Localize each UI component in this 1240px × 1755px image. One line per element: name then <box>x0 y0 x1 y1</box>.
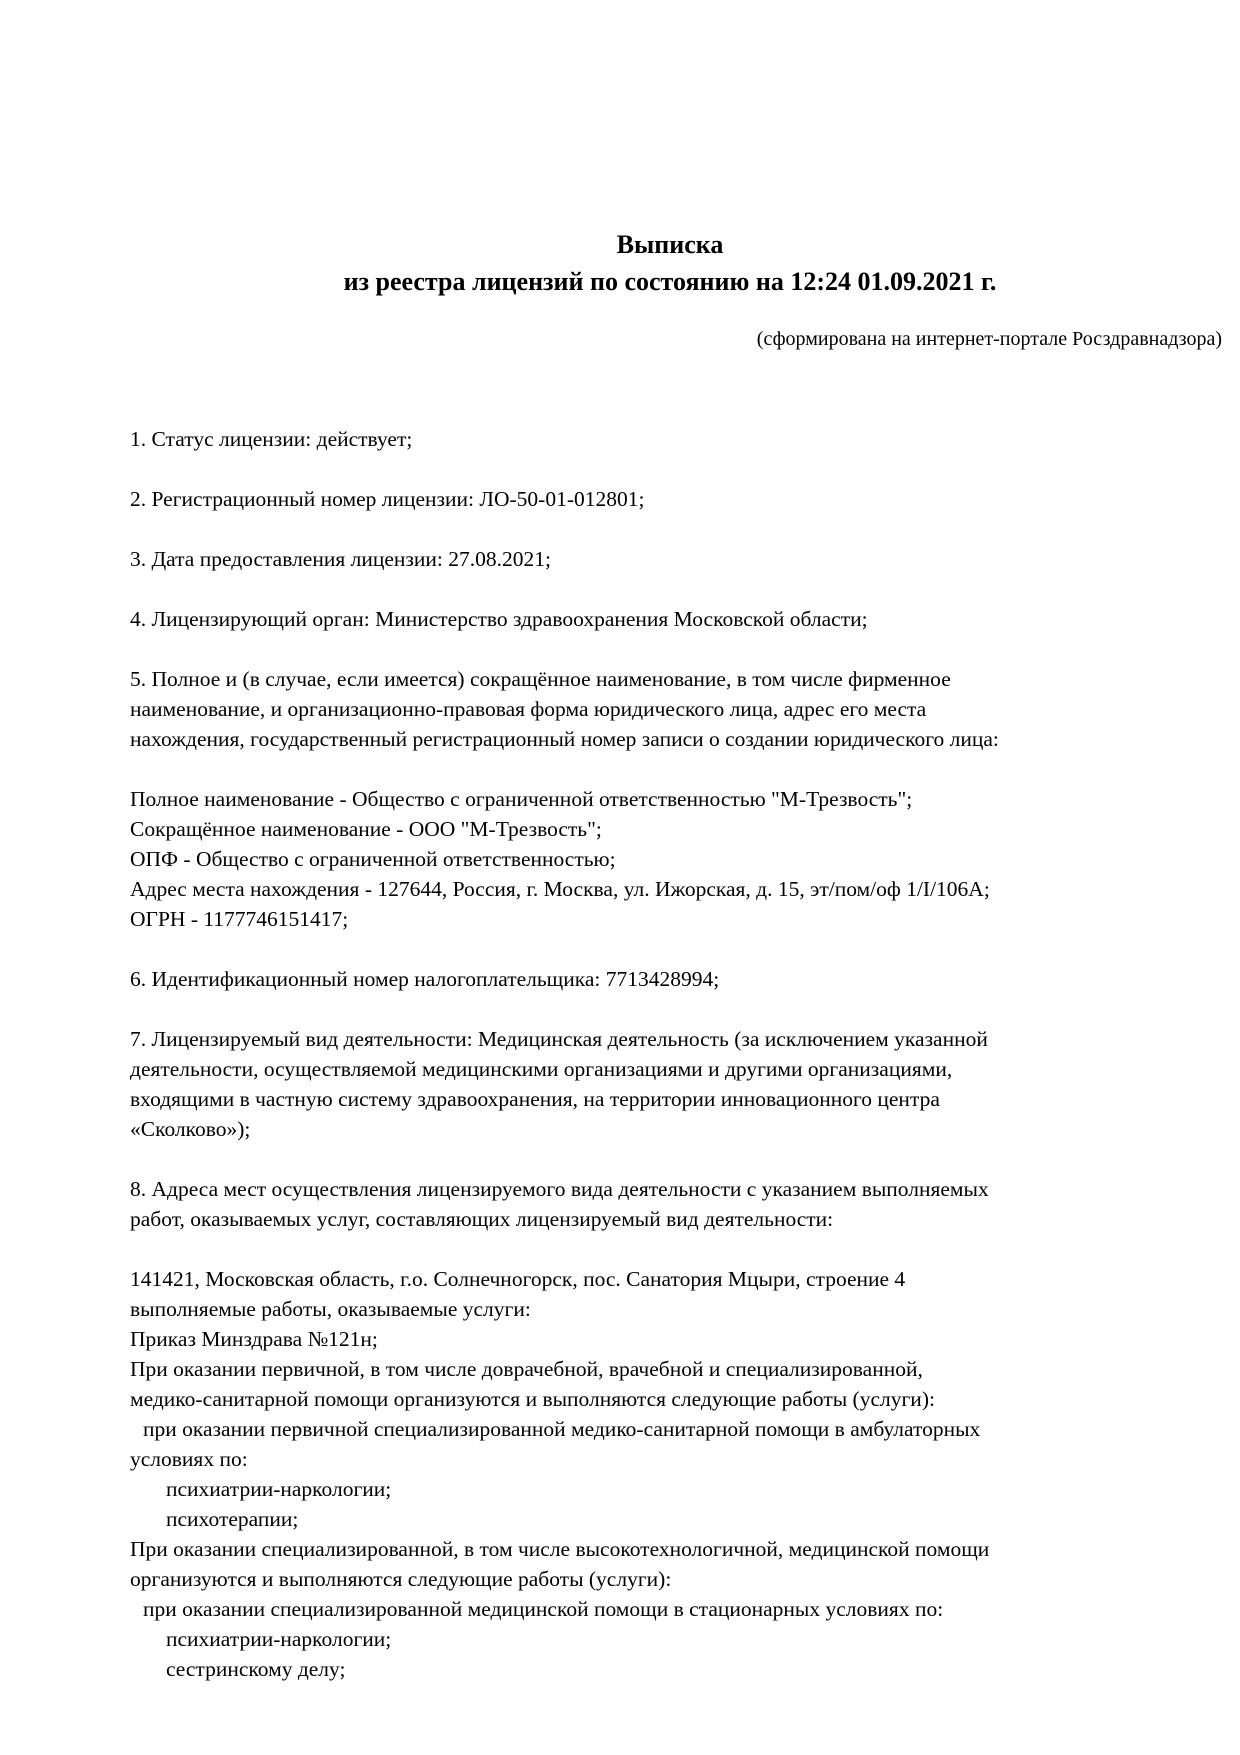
paragraph <box>130 664 1222 754</box>
document-subtitle: (сформирована на интернет-портале Росздравнадзора) <box>756 328 1222 350</box>
text-line: Полное наименование - Общество с ограниченной ответственностью "М-Трезвость"; <box>130 787 913 811</box>
text-line: 8. Адреса мест осуществления лицензируемого вида деятельности с указанием выполняемых <box>130 1177 989 1201</box>
text-line: Сокращённое наименование - ООО "М-Трезвость"; <box>130 817 602 841</box>
text-line: сестринскому делу; <box>166 1657 346 1681</box>
title-line-2: из реестра лицензий по состоянию на 12:24 01.09.2021 г. <box>343 267 997 296</box>
paragraph <box>130 1174 1222 1234</box>
text-line: ОПФ - Общество с ограниченной ответственностью; <box>130 847 616 871</box>
text-line: психиатрии-наркологии; <box>166 1627 392 1651</box>
text-line: 1. Статус лицензии: действует; <box>130 427 413 451</box>
text-line: при оказании специализированной медицинской помощи в стационарных условиях по: <box>143 1597 944 1621</box>
text-line: работ, оказываемых услуг, составляющих лицензируемый вид деятельности: <box>130 1207 834 1231</box>
text-line: медико-санитарной помощи организуются и выполняются следующие работы (услуги): <box>130 1387 935 1411</box>
text-line: организуются и выполняются следующие работы (услуги): <box>130 1567 672 1591</box>
text-line: 7. Лицензируемый вид деятельности: Медицинская деятельность (за исключением указанной <box>130 1027 988 1051</box>
text-line: 141421, Московская область, г.о. Солнечногорск, пос. Санатория Мцыри, строение 4 <box>130 1267 906 1291</box>
text-line: условиях по: <box>130 1447 248 1471</box>
paragraph <box>130 1024 1222 1144</box>
text-line: 4. Лицензирующий орган: Министерство здравоохранения Московской области; <box>130 607 868 631</box>
text-line: психотерапии; <box>166 1507 299 1531</box>
text-line: «Сколково»); <box>130 1117 251 1141</box>
text-line: При оказании первичной, в том числе доврачебной, врачебной и специализированной, <box>130 1357 923 1381</box>
text-line: входящими в частную систему здравоохранения, на территории инновационного центра <box>130 1087 940 1111</box>
text-line: При оказании специализированной, в том числе высокотехнологичной, медицинской помощи <box>130 1537 990 1561</box>
document-title <box>130 226 1210 300</box>
text-line: Приказ Минздрава №121н; <box>130 1327 378 1351</box>
document-body <box>130 424 1222 1684</box>
paragraph <box>130 544 1222 574</box>
paragraph <box>130 484 1222 514</box>
text-line: психиатрии-наркологии; <box>166 1477 392 1501</box>
text-line: 6. Идентификационный номер налогоплательщика: 7713428994; <box>130 967 720 991</box>
text-line: ОГРН - 1177746151417; <box>130 907 349 931</box>
text-line: 2. Регистрационный номер лицензии: ЛО-50-01-012801; <box>130 487 645 511</box>
text-line: деятельности, осуществляемой медицинскими организациями и другими организациями, <box>130 1057 953 1081</box>
paragraph <box>130 784 1222 934</box>
text-line: при оказании первичной специализированной медико-санитарной помощи в амбулаторных <box>143 1417 981 1441</box>
paragraph <box>130 964 1222 994</box>
paragraph <box>130 1264 1222 1684</box>
text-line: наименование, и организационно-правовая форма юридического лица, адрес его места <box>130 697 927 721</box>
paragraph <box>130 424 1222 454</box>
text-line: выполняемые работы, оказываемые услуги: <box>130 1297 531 1321</box>
text-line: 5. Полное и (в случае, если имеется) сокращённое наименование, в том числе фирменное <box>130 667 951 691</box>
text-line: нахождения, государственный регистрационный номер записи о создании юридического лица: <box>130 727 999 751</box>
text-line: Адрес места нахождения - 127644, Россия, г. Москва, ул. Ижорская, д. 15, эт/пом/оф 1/I/106А; <box>130 877 990 901</box>
paragraph <box>130 604 1222 634</box>
title-line-1: Выписка <box>616 230 724 259</box>
text-line: 3. Дата предоставления лицензии: 27.08.2021; <box>130 547 551 571</box>
